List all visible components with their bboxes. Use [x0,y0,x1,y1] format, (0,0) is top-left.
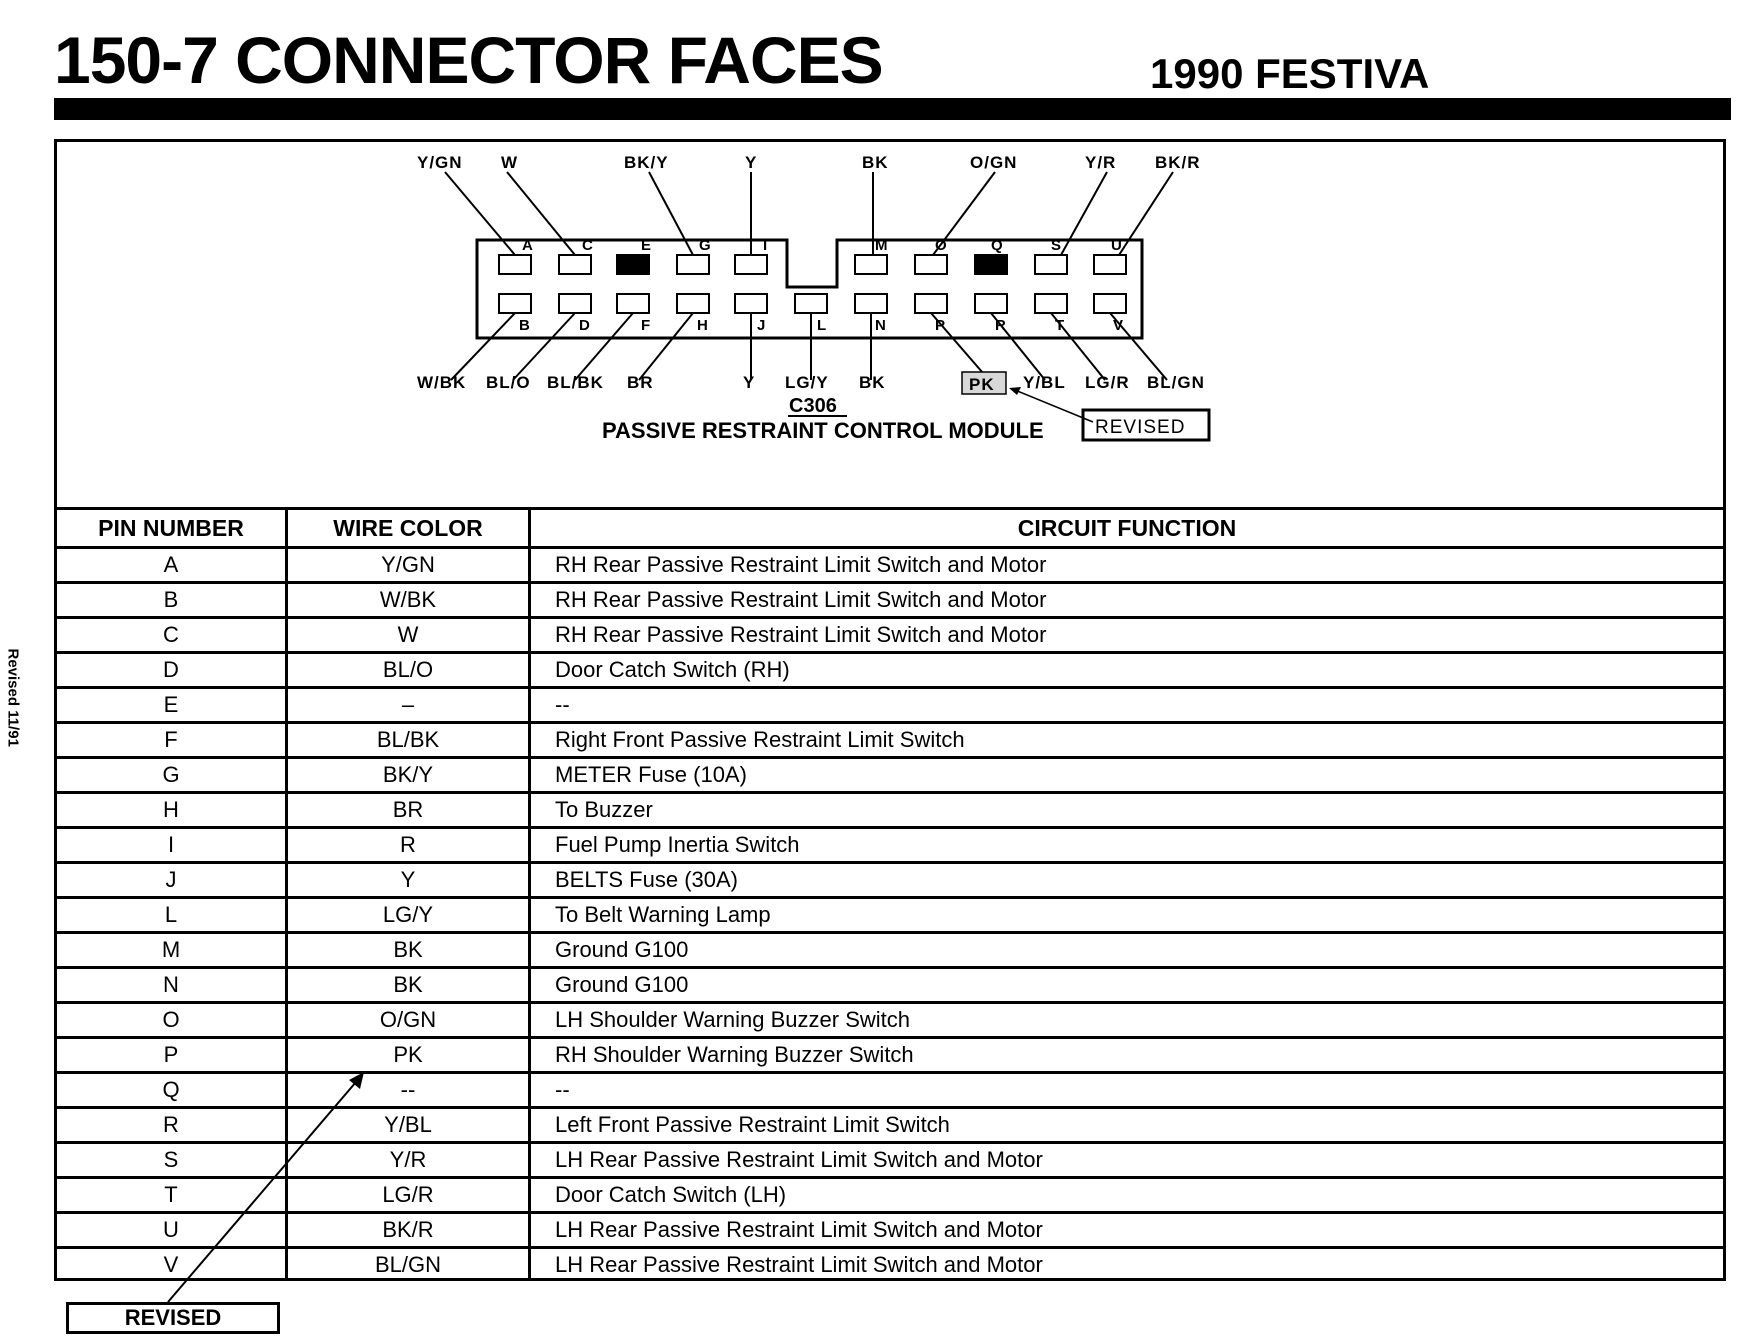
circuit-function-cell: Fuel Pump Inertia Switch [530,828,1724,863]
connector-name: PASSIVE RESTRAINT CONTROL MODULE [602,418,1044,443]
wire-label-br: BR [627,373,654,392]
pin-cell: P [57,1038,287,1073]
wire-label-lg-r: LG/R [1085,373,1130,392]
wire-label-bk-bottom: BK [859,373,886,392]
page-title: 150-7 CONNECTOR FACES [54,23,883,97]
circuit-function-cell: -- [530,688,1724,723]
vehicle-model: 1990 FESTIVA [1150,50,1430,97]
wire-label-w: W [501,153,519,172]
wire-color-cell: Y [287,863,530,898]
wire-label-lg-y: LG/Y [785,373,829,392]
header-pin-number: PIN NUMBER [57,509,287,548]
wire-color-cell: BK [287,968,530,1003]
circuit-function-cell: LH Shoulder Warning Buzzer Switch [530,1003,1724,1038]
pin-cell: M [57,933,287,968]
wire-label-y-r: Y/R [1085,153,1117,172]
wire-label-y-bl: Y/BL [1023,373,1066,392]
pin-letter-a: A [522,237,533,254]
pin-cell: A [57,548,287,583]
diagram-revised-label: REVISED [1095,417,1186,438]
circuit-function-cell: LH Rear Passive Restraint Limit Switch and Motor [530,1213,1724,1248]
wire-color-cell: O/GN [287,1003,530,1038]
pin-cell: O [57,1003,287,1038]
pin-cell: C [57,618,287,653]
wire-label-pk: PK [969,375,995,394]
pin-cell: S [57,1143,287,1178]
wire-label-bk-r: BK/R [1155,153,1201,172]
pin-cell: R [57,1108,287,1143]
pin-cell: E [57,688,287,723]
header-wire-color: WIRE COLOR [287,509,530,548]
circuit-function-cell: Left Front Passive Restraint Limit Switch [530,1108,1724,1143]
pin-letter-q: Q [991,237,1003,254]
circuit-function-cell: BELTS Fuse (30A) [530,863,1724,898]
circuit-function-cell: Door Catch Switch (RH) [530,653,1724,688]
wire-color-cell: LG/R [287,1178,530,1213]
pin-letter-d: D [579,317,590,334]
circuit-function-cell: Door Catch Switch (LH) [530,1178,1724,1213]
pin-letter-o: O [935,237,947,254]
wire-color-cell: R [287,828,530,863]
pin-letter-i: I [763,237,768,254]
circuit-function-cell: RH Rear Passive Restraint Limit Switch and Motor [530,618,1724,653]
wire-color-cell: BK/Y [287,758,530,793]
wire-color-cell: BR [287,793,530,828]
circuit-function-cell: Ground G100 [530,933,1724,968]
circuit-function-cell: METER Fuse (10A) [530,758,1724,793]
pin-cell: B [57,583,287,618]
circuit-function-cell: RH Shoulder Warning Buzzer Switch [530,1038,1724,1073]
wire-color-cell: BL/BK [287,723,530,758]
circuit-function-cell: RH Rear Passive Restraint Limit Switch and Motor [530,548,1724,583]
wire-label-y-top: Y [745,153,758,172]
pin-letter-j: J [757,317,766,334]
circuit-function-cell: Ground G100 [530,968,1724,1003]
wire-label-o-gn: O/GN [970,153,1018,172]
wire-label-y-gn: Y/GN [417,153,463,172]
wire-label-bl-bk: BL/BK [547,373,604,392]
wire-label-w-bk: W/BK [417,373,467,392]
header-circuit-function: CIRCUIT FUNCTION [530,509,1724,548]
pin-letter-c: C [582,237,593,254]
wire-color-cell: BL/GN [287,1248,530,1282]
connector-id: C306 [789,395,837,417]
pin-letter-h: H [697,317,708,334]
pin-letter-s: S [1051,237,1062,254]
pin-letter-p: P [935,317,946,334]
pin-cell: D [57,653,287,688]
pin-letter-l: L [817,317,827,334]
pin-letter-n: N [875,317,886,334]
pin-cell: V [57,1248,287,1282]
circuit-function-cell: -- [530,1073,1724,1108]
pin-cell: T [57,1178,287,1213]
pin-cell: F [57,723,287,758]
wire-color-cell: W/BK [287,583,530,618]
pin-letter-m: M [875,237,888,254]
table-revised-box: REVISED [66,1302,280,1334]
circuit-function-cell: RH Rear Passive Restraint Limit Switch and Motor [530,583,1724,618]
pin-letter-v: V [1113,317,1124,334]
pin-cell: U [57,1213,287,1248]
pin-letter-b: B [519,317,530,334]
wire-color-cell: BL/O [287,653,530,688]
wire-color-cell: BK/R [287,1213,530,1248]
pin-cell: N [57,968,287,1003]
wire-color-cell: Y/R [287,1143,530,1178]
circuit-function-cell: To Buzzer [530,793,1724,828]
pin-letter-g: G [699,237,711,254]
wire-label-bk-top: BK [862,153,889,172]
circuit-function-cell: Right Front Passive Restraint Limit Switch [530,723,1724,758]
circuit-function-cell: LH Rear Passive Restraint Limit Switch and Motor [530,1143,1724,1178]
pin-cell: L [57,898,287,933]
wire-color-cell: Y/BL [287,1108,530,1143]
circuit-function-cell: LH Rear Passive Restraint Limit Switch and Motor [555,1252,1043,1277]
wire-color-cell: LG/Y [287,898,530,933]
pin-cell: G [57,758,287,793]
pin-letter-f: F [641,317,651,334]
wire-color-cell: -- [287,1073,530,1108]
wire-color-cell: PK [287,1038,530,1073]
pin-cell: H [57,793,287,828]
wire-label-y-bottom: Y [743,373,756,392]
pin-cell: Q [57,1073,287,1108]
circuit-function-cell: To Belt Warning Lamp [530,898,1724,933]
wire-color-cell: – [287,688,530,723]
wire-color-cell: Y/GN [287,548,530,583]
pin-letter-u: U [1111,237,1122,254]
wire-label-bk-y: BK/Y [624,153,669,172]
pin-letter-e: E [641,237,652,254]
wire-label-bl-gn: BL/GN [1147,373,1205,392]
pin-cell: J [57,863,287,898]
wire-color-cell: BK [287,933,530,968]
pin-letter-t: T [1055,317,1065,334]
revision-side-note: Revised 11/91 [4,648,22,747]
pin-cell: I [57,828,287,863]
pin-letter-r: R [995,317,1006,334]
wire-color-cell: W [287,618,530,653]
wire-label-bl-o: BL/O [486,373,531,392]
